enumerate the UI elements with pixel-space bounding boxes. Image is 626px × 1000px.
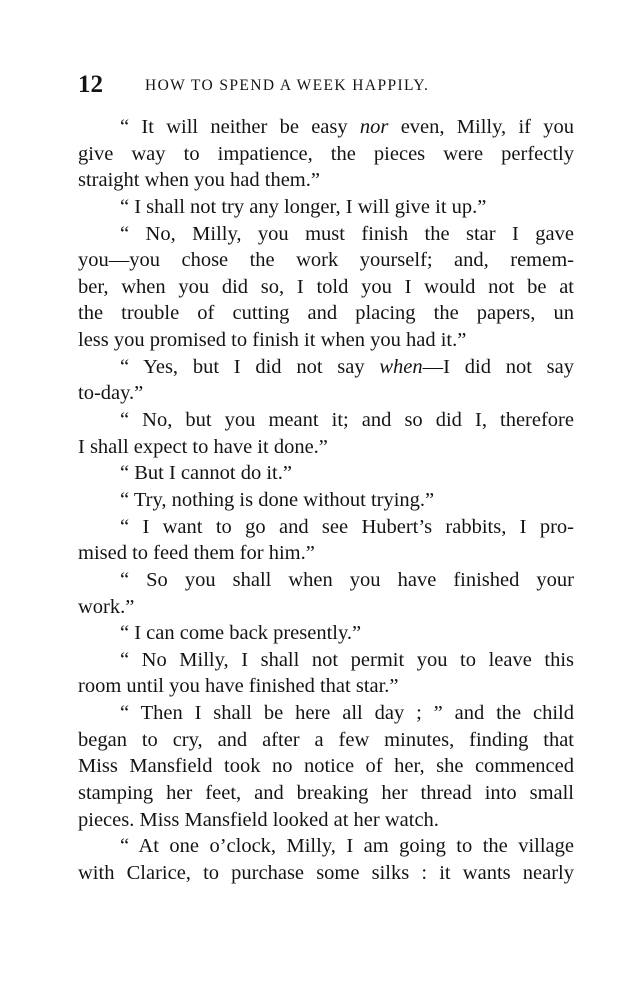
text-line xyxy=(78,194,574,221)
text-line xyxy=(78,860,574,887)
text-line xyxy=(78,300,574,327)
text-line xyxy=(78,567,574,594)
text-line xyxy=(78,141,574,168)
text-line xyxy=(78,514,574,541)
text-line xyxy=(78,221,574,248)
text-line xyxy=(78,114,574,141)
text-segment: I shall expect to have it done.” xyxy=(78,435,328,458)
text-segment: “ No, but you meant it; and so did I, therefore xyxy=(120,409,574,432)
text-line xyxy=(78,780,574,807)
text-line xyxy=(78,753,574,780)
text-segment: “ I can come back presently.” xyxy=(120,622,362,645)
body-text xyxy=(78,114,574,887)
emphasized-word: when xyxy=(379,355,423,378)
text-segment: “ Then I shall be here all day ; ” and the child xyxy=(120,702,574,725)
text-segment: “ Yes, but I did not say xyxy=(120,355,380,378)
text-line xyxy=(78,167,574,194)
text-segment: to-day.” xyxy=(78,382,144,405)
text-line xyxy=(78,247,574,274)
text-line xyxy=(78,460,574,487)
text-segment: “ No, Milly, you must finish the star I gave xyxy=(120,222,574,245)
text-segment: with Clarice, to purchase some silks : it wants nearly xyxy=(78,861,574,884)
text-line xyxy=(78,407,574,434)
text-segment: “ So you shall when you have finished your xyxy=(120,568,574,591)
text-segment: —I did not say xyxy=(422,355,574,378)
text-line xyxy=(78,727,574,754)
text-segment: work.” xyxy=(78,595,135,618)
text-segment: even, Milly, if you xyxy=(388,116,575,138)
text-line xyxy=(78,354,574,381)
text-segment: pieces. Miss Mansfield looked at her watch. xyxy=(78,808,439,831)
text-line xyxy=(78,540,574,567)
text-line xyxy=(78,620,574,647)
text-segment: “ I shall not try any longer, I will give it up.” xyxy=(120,195,487,218)
text-line xyxy=(78,327,574,354)
text-segment: “ It will neither be easy xyxy=(120,116,360,138)
text-segment: “ No Milly, I shall not permit you to leave this xyxy=(120,648,574,671)
text-segment: give way to impatience, the pieces were perfectly xyxy=(78,142,574,165)
text-segment: “ Try, nothing is done without trying.” xyxy=(120,488,435,511)
text-segment: you—you chose the work yourself; and, remem- xyxy=(78,249,574,272)
page-number: 12 xyxy=(78,71,103,98)
text-line xyxy=(78,700,574,727)
text-segment: room until you have finished that star.” xyxy=(78,675,399,698)
text-segment: mised to feed them for him.” xyxy=(78,542,315,565)
text-line xyxy=(78,487,574,514)
text-line xyxy=(78,380,574,407)
text-line xyxy=(78,673,574,700)
text-segment: “ But I cannot do it.” xyxy=(120,462,292,485)
text-line xyxy=(78,647,574,674)
text-line xyxy=(78,594,574,621)
text-segment: “ At one o’clock, Milly, I am going to the village xyxy=(120,835,574,858)
text-line xyxy=(78,434,574,461)
text-segment: “ I want to go and see Hubert’s rabbits, I pro- xyxy=(120,515,574,538)
text-segment: Miss Mansfield took no notice of her, she commenced xyxy=(78,755,574,778)
text-segment: ber, when you did so, I told you I would not be at xyxy=(78,275,574,298)
text-segment: the trouble of cutting and placing the papers, un xyxy=(78,302,574,325)
text-segment: straight when you had them.” xyxy=(78,169,320,192)
text-segment: stamping her feet, and breaking her thread into small xyxy=(78,782,574,805)
page-header xyxy=(78,70,578,104)
running-head: HOW TO SPEND A WEEK HAPPILY. xyxy=(145,77,430,94)
text-segment: began to cry, and after a few minutes, finding that xyxy=(78,728,574,751)
text-line xyxy=(78,833,574,860)
text-segment: less you promised to finish it when you had it.” xyxy=(78,329,467,352)
text-line xyxy=(78,807,574,834)
text-line xyxy=(78,274,574,301)
emphasized-word: nor xyxy=(359,116,389,138)
